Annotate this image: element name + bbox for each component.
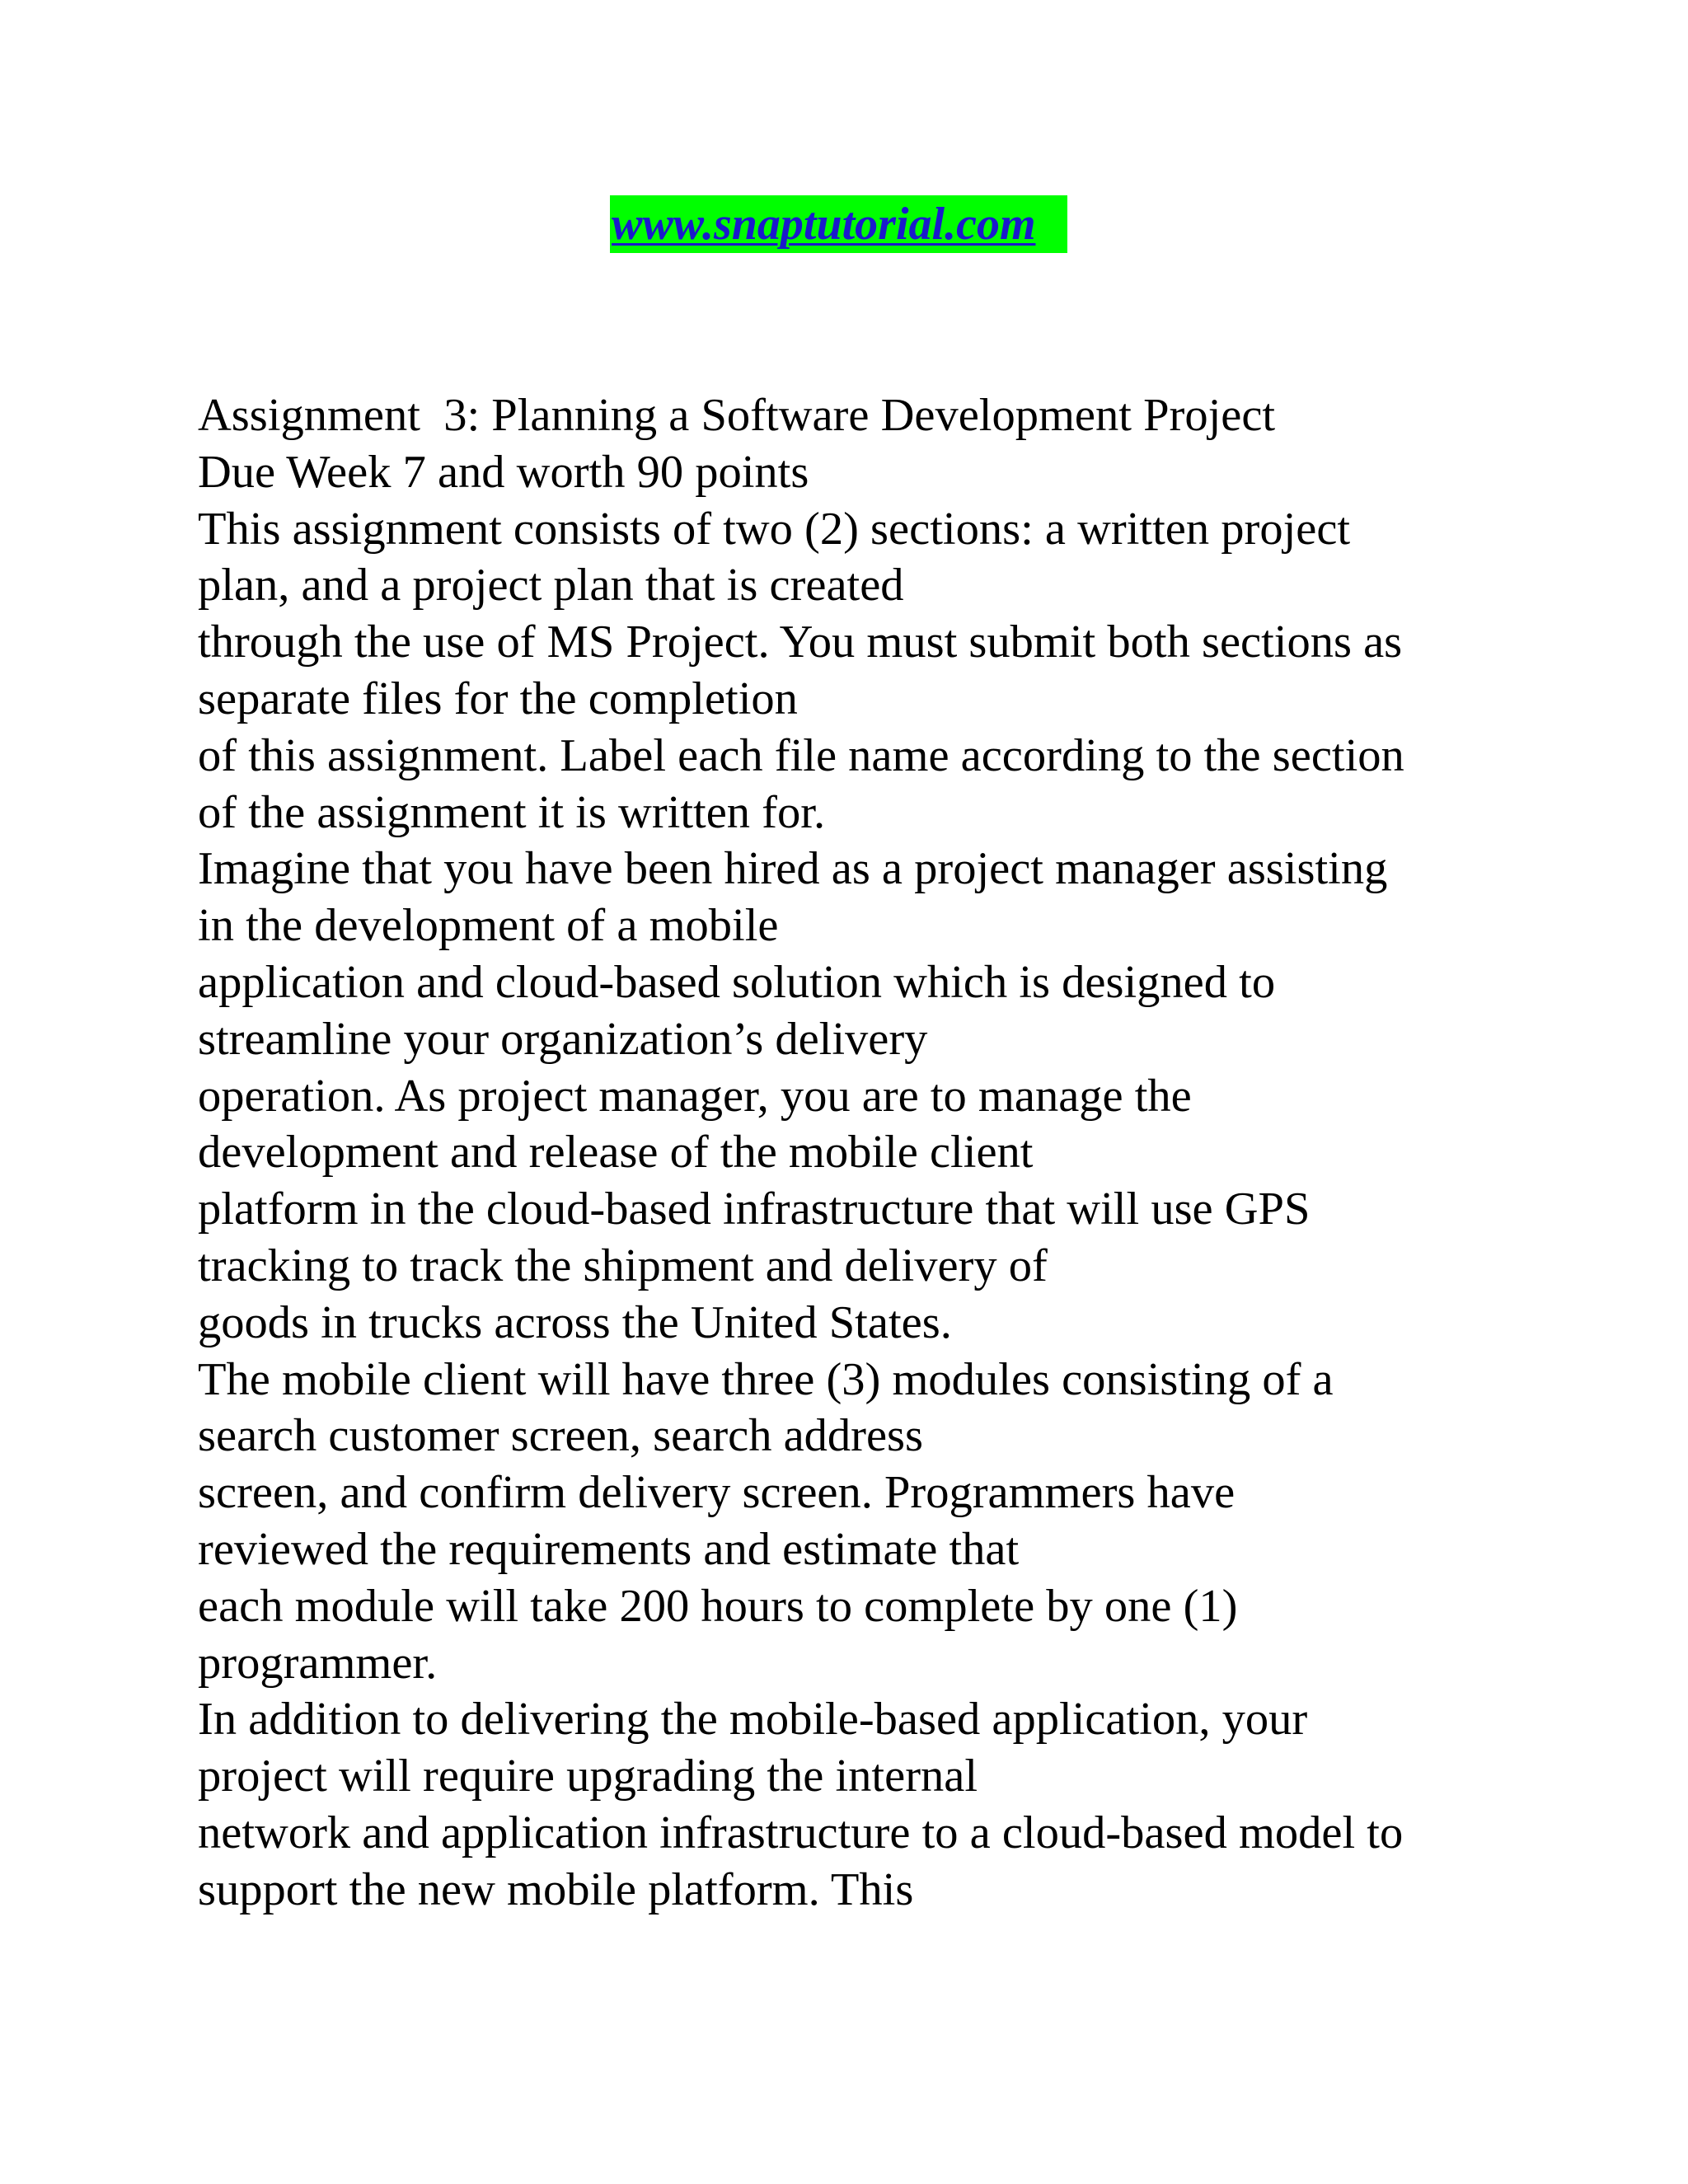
text-line: application and cloud-based solution which is designed to [198, 956, 1276, 1008]
text-line: screen, and confirm delivery screen. Programmers have [198, 1467, 1236, 1519]
text-line: through the use of MS Project. You must submit both sections as [198, 616, 1403, 668]
text-line: support the new mobile platform. This [198, 1863, 914, 1915]
assignment-text [198, 387, 1582, 1919]
text-line: goods in trucks across the United States. [198, 1296, 952, 1348]
text-line: search customer screen, search address [198, 1410, 924, 1462]
text-line: plan, and a project plan that is created [198, 560, 904, 612]
website-link-highlight [610, 195, 1067, 253]
text-line: each module will take 200 hours to complete by one (1) [198, 1580, 1238, 1632]
website-link[interactable]: www.snaptutorial.com [612, 199, 1036, 250]
text-line: Due Week 7 and worth 90 points [198, 446, 809, 498]
text-line: streamline your organization’s delivery [198, 1013, 928, 1065]
text-line: separate files for the completion [198, 673, 798, 724]
text-line: operation. As project manager, you are to manage the [198, 1070, 1192, 1122]
text-line: This assignment consists of two (2) sections: a written project [198, 503, 1351, 555]
text-line: in the development of a mobile [198, 900, 779, 952]
text-line: Assignment 3: Planning a Software Development Project [198, 390, 1276, 441]
text-line: of this assignment. Label each file name according to the section [198, 729, 1404, 781]
text-line: The mobile client will have three (3) modules consisting of a [198, 1353, 1334, 1405]
text-line: Imagine that you have been hired as a project manager assisting [198, 843, 1388, 895]
text-line: programmer. [198, 1637, 438, 1689]
text-line: project will require upgrading the internal [198, 1750, 978, 1802]
text-line: platform in the cloud-based infrastructure that will use GPS [198, 1183, 1311, 1235]
text-line: reviewed the requirements and estimate that [198, 1523, 1020, 1575]
text-line: tracking to track the shipment and delivery of [198, 1240, 1048, 1291]
text-line: development and release of the mobile client [198, 1127, 1034, 1179]
text-line: network and application infrastructure to a cloud-based model to [198, 1807, 1404, 1858]
text-line: In addition to delivering the mobile-based application, your [198, 1694, 1308, 1746]
text-line: of the assignment it is written for. [198, 786, 826, 838]
